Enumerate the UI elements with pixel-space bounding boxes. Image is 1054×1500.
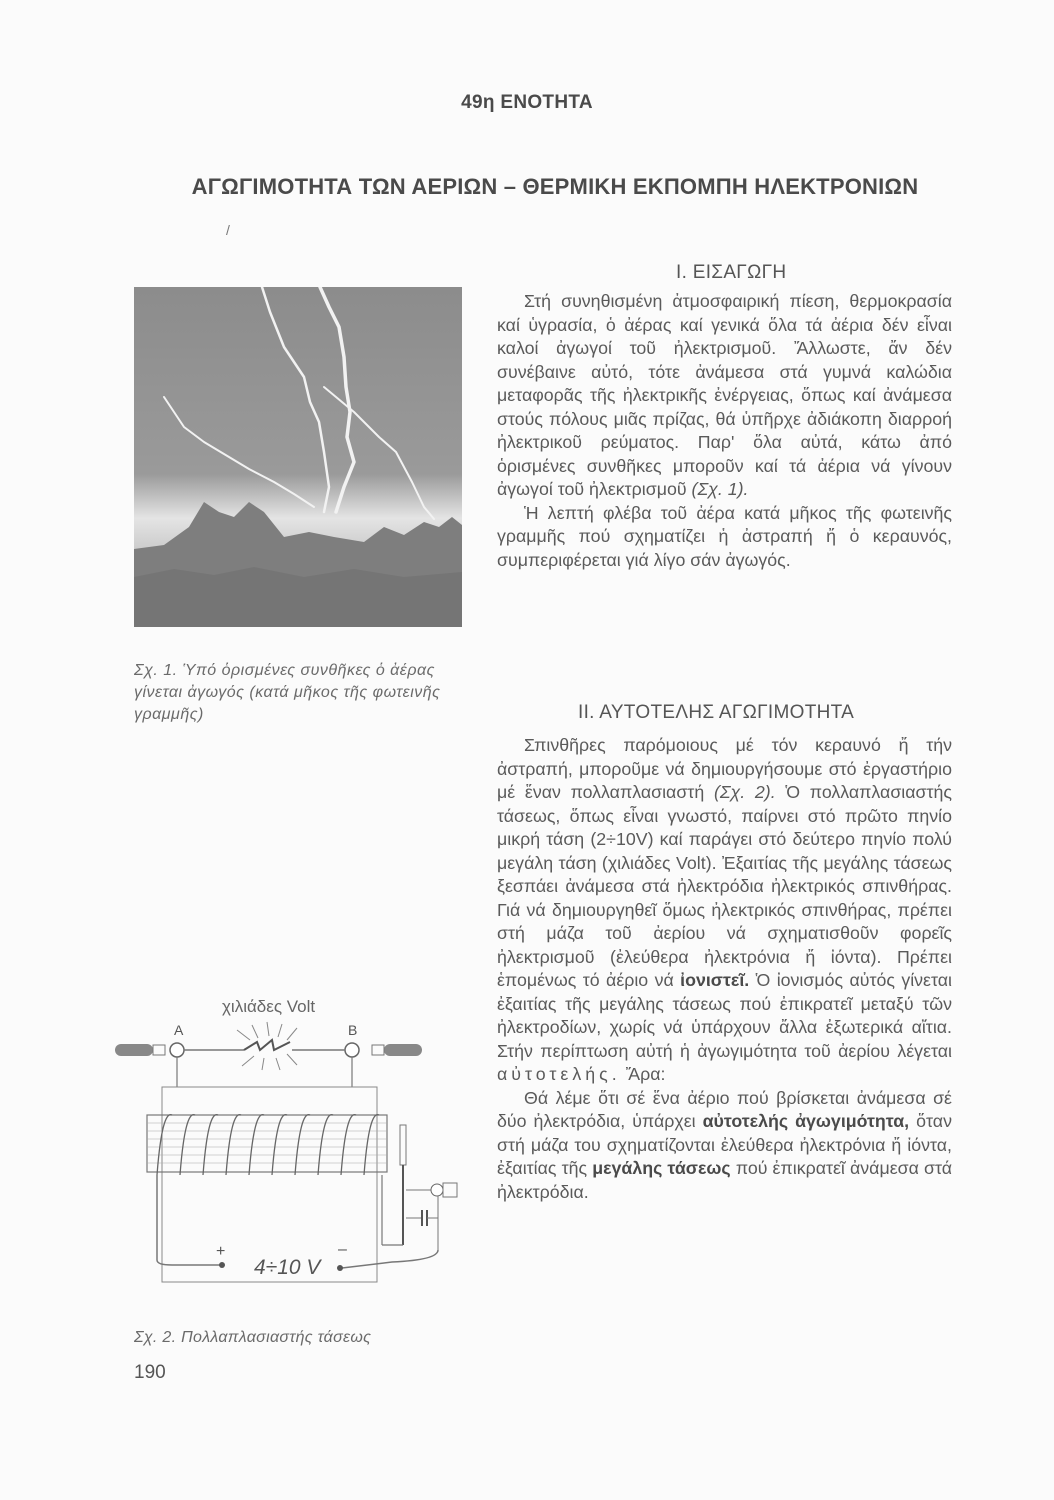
induction-coil-icon xyxy=(112,990,482,1290)
bold-term-conductivity: αὐτοτελής ἀγωγιμότητα, xyxy=(702,1111,910,1131)
diagram-label-a: A xyxy=(174,1022,184,1038)
stray-mark: / xyxy=(226,222,230,238)
lightning-image-icon xyxy=(134,287,462,627)
section2-heading: ΙΙ. ΑΥΤΟΤΕΛΗΣ ΑΓΩΓΙΜΟΤΗΤΑ xyxy=(578,702,855,723)
section2-paragraph2: Θά λέμε ὅτι σέ ἕνα ἀέριο πού βρίσκεται ἀνάμεσα σέ δύο ἠλεκτρόδια, ὑπάρχει αὐτοτελής ἀγωγιμότητα, ὅταν στή μάζα του σχηματίζονται ἐλεύθερα ἠλεκτρόνια ἤ ἰόντα, ἐξαιτίας τῆς μεγάλης τάσεως πού ἐπικρατεῖ ἀνάμεσα στά ἠλεκτρόδια. xyxy=(497,1087,953,1202)
diagram-label-plus: + xyxy=(216,1243,226,1260)
diagram-label-voltage: 4÷10 V xyxy=(254,1256,321,1279)
figure2-reference: (Σχ. 2). xyxy=(713,782,776,802)
bold-term-ionized: ἰονιστεῖ. xyxy=(680,970,750,990)
spaced-term-self-sustained: αὐτοτελής. xyxy=(497,1064,621,1084)
figure1-caption: Σχ. 1. Ὑπό ὁρισμένες συνθῆκες ὁ ἀέρας γίνεται ἀγωγός (κατά μῆκος τῆς φωτεινῆς γραμμῆς) xyxy=(134,662,441,723)
section1-heading: Ι. ΕΙΣΑΓΩΓΗ xyxy=(676,262,787,283)
diagram-label-kilovolts: χιλιάδες Volt xyxy=(222,997,316,1016)
diagram-label-b: B xyxy=(348,1022,358,1038)
figure1-reference: (Σχ. 1). xyxy=(691,479,749,499)
chapter-title: ΑΓΩΓΙΜΟΤΗΤΑ ΤΩΝ ΑΕΡΙΩΝ – ΘΕΡΜΙΚΗ ΕΚΠΟΜΠΗ ΗΛΕΚΤΡΟΝΙΩΝ xyxy=(191,174,919,199)
section1-paragraph2: Ἡ λεπτή φλέβα τοῦ ἀέρα κατά μῆκος τῆς φωτεινῆς γραμμῆς πού σχηματίζει ἡ ἀστραπή ἤ ὁ κεραυνός, συμπεριφέρεται γιά λίγο σάν ἀγωγός. xyxy=(497,502,952,570)
section2-paragraph1: Σπινθῆρες παρόμοιους μέ τόν κεραυνό ἤ τήν ἀστραπή, μποροῦμε νά δημιουργήσουμε στό ἐργαστήριο μέ ἕναν πολλαπλασιαστή (Σχ. 2). Ὁ πολλαπλασιαστής τάσεως, ὅπως εἶναι γνωστό, παίρνει στό πρῶτο πηνίο μικρή τάση (2÷10V) καί παράγει στό δεύτερο πηνίο πολύ μεγάλη τάση (χιλιάδες Volt). Ἐξαιτίας τῆς μεγάλης τάσεως ξεσπάει ἀνάμεσα στά ἠλεκτρόδια ἠλεκτρικός σπινθήρας. Γιά νά δημιουργηθεῖ ὅμως ἠλεκτρικός σπινθήρας, πρέπει στή μάζα τοῦ ἀερίου νά σχηματισθοῦν φορεῖς ἠλεκτρισμοῦ (ἐλεύθερα ἠλεκτρόνια ἤ ἰόντα). Πρέπει ἑπομένως τό ἀέριο νά ἰονιστεῖ. Ὁ ἰονισμός αὐτός γίνεται ἐξαιτίας τῆς μεγάλης τάσεως πού ἐπικρατεῖ μεταξύ τῶν ἠλεκτροδίων, χωρίς νά ὑπάρχουν ἄλλα ἐξωτερικά αἴτια. Στήν περίπτωση αὐτή ἡ ἀγωγιμότητα τοῦ ἀερίου λέγεται αὐτοτελής. Ἄρα: xyxy=(497,735,952,1084)
section2-body xyxy=(497,734,952,1204)
section1-body xyxy=(497,290,952,572)
voltage-multiplier-diagram xyxy=(112,990,482,1290)
figure2-caption: Σχ. 2. Πολλαπλασιαστής τάσεως xyxy=(134,1329,372,1346)
lightning-photo xyxy=(134,287,462,627)
unit-title: 49η ΕΝΟΤΗΤΑ xyxy=(461,92,593,113)
section1-paragraph1: Στή συνηθισμένη ἀτμοσφαιρική πίεση, θερμοκρασία καί ὑγρασία, ὁ ἀέρας καί γενικά ὅλα τά ἀέρια δέν εἶναι καλοί ἀγωγοί τοῦ ἠλεκτρισμοῦ. Ἄλλωστε, ἄν δέν συνέβαινε αὐτό, τότε ἀνάμεσα στά γυμνά καλώδια μεταφορᾶς τῆς ἠλεκτρικῆς ἐνέργειας, ὅπως καί ἀνάμεσα στούς πόλους μιᾶς πρίζας, θά ὑπῆρχε ἀδιάκοπη διαρροή ἠλεκτρικοῦ ρεύματος. Παρ' ὅλα αὐτά, κάτω ἀπό ὁρισμένες συνθῆκες μποροῦν καί τά ἀέρια νά γίνουν ἀγωγοί τοῦ ἠλεκτρισμοῦ (Σχ. 1). xyxy=(497,291,952,499)
bold-term-high-voltage: μεγάλης τάσεως xyxy=(592,1158,731,1178)
page-number: 190 xyxy=(134,1362,166,1383)
diagram-label-minus: – xyxy=(338,1241,347,1258)
